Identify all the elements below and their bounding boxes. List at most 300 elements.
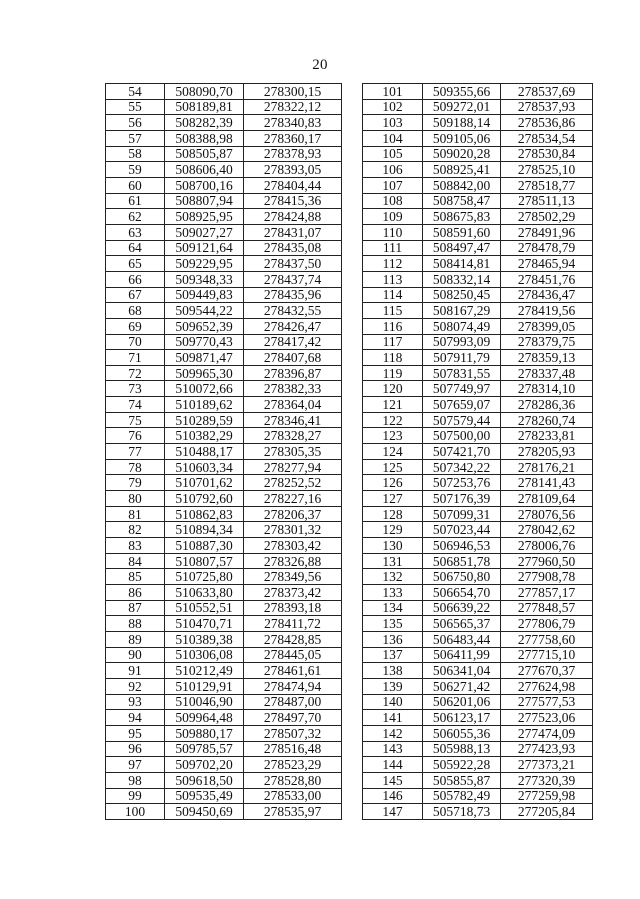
point-number-cell: 108 [363, 193, 423, 209]
table-row [106, 663, 342, 679]
y-coordinate-cell: 278417,42 [244, 334, 342, 350]
point-number-cell: 57 [106, 130, 165, 146]
x-coordinate-cell: 506851,78 [423, 553, 501, 569]
table-row [106, 569, 342, 585]
point-number-cell: 81 [106, 506, 165, 522]
page-number: 20 [312, 57, 328, 73]
point-number-cell: 71 [106, 350, 165, 366]
x-coordinate-cell: 506639,22 [423, 600, 501, 616]
point-number-cell: 136 [363, 631, 423, 647]
y-coordinate-cell: 278393,05 [244, 162, 342, 178]
point-number-cell: 87 [106, 600, 165, 616]
y-coordinate-cell: 278301,32 [244, 522, 342, 538]
y-coordinate-cell: 278042,62 [501, 522, 593, 538]
point-number-cell: 115 [363, 303, 423, 319]
x-coordinate-cell: 509027,27 [165, 224, 244, 240]
y-coordinate-cell: 278516,48 [244, 741, 342, 757]
point-number-cell: 77 [106, 444, 165, 460]
y-coordinate-cell: 278360,17 [244, 130, 342, 146]
x-coordinate-cell: 507176,39 [423, 491, 501, 507]
x-coordinate-cell: 508842,00 [423, 177, 501, 193]
coordinates-table-right [362, 83, 593, 820]
point-number-cell: 131 [363, 553, 423, 569]
point-number-cell: 137 [363, 647, 423, 663]
table-row [363, 428, 593, 444]
point-number-cell: 141 [363, 710, 423, 726]
y-coordinate-cell: 278322,12 [244, 99, 342, 115]
point-number-cell: 111 [363, 240, 423, 256]
table-row [106, 177, 342, 193]
x-coordinate-cell: 506565,37 [423, 616, 501, 632]
x-coordinate-cell: 508332,14 [423, 271, 501, 287]
x-coordinate-cell: 509105,06 [423, 130, 501, 146]
point-number-cell: 68 [106, 303, 165, 319]
table-row [363, 647, 593, 663]
x-coordinate-cell: 510887,30 [165, 538, 244, 554]
y-coordinate-cell: 278537,93 [501, 99, 593, 115]
y-coordinate-cell: 278314,10 [501, 381, 593, 397]
point-number-cell: 129 [363, 522, 423, 538]
point-number-cell: 89 [106, 631, 165, 647]
y-coordinate-cell: 278436,47 [501, 287, 593, 303]
x-coordinate-cell: 508758,47 [423, 193, 501, 209]
point-number-cell: 116 [363, 318, 423, 334]
y-coordinate-cell: 278497,70 [244, 710, 342, 726]
point-number-cell: 118 [363, 350, 423, 366]
x-coordinate-cell: 509964,48 [165, 710, 244, 726]
y-coordinate-cell: 278435,96 [244, 287, 342, 303]
point-number-cell: 74 [106, 397, 165, 413]
y-coordinate-cell: 277320,39 [501, 772, 593, 788]
y-coordinate-cell: 278528,80 [244, 772, 342, 788]
y-coordinate-cell: 278435,08 [244, 240, 342, 256]
point-number-cell: 145 [363, 772, 423, 788]
y-coordinate-cell: 278205,93 [501, 444, 593, 460]
x-coordinate-cell: 510894,34 [165, 522, 244, 538]
table-row [363, 600, 593, 616]
y-coordinate-cell: 277715,10 [501, 647, 593, 663]
point-number-cell: 147 [363, 804, 423, 820]
x-coordinate-cell: 508591,60 [423, 224, 501, 240]
point-number-cell: 110 [363, 224, 423, 240]
y-coordinate-cell: 278227,16 [244, 491, 342, 507]
x-coordinate-cell: 508189,81 [165, 99, 244, 115]
point-number-cell: 126 [363, 475, 423, 491]
x-coordinate-cell: 506411,99 [423, 647, 501, 663]
table-row [363, 287, 593, 303]
y-coordinate-cell: 278176,21 [501, 459, 593, 475]
point-number-cell: 70 [106, 334, 165, 350]
y-coordinate-cell: 278328,27 [244, 428, 342, 444]
table-row [363, 99, 593, 115]
y-coordinate-cell: 278424,88 [244, 209, 342, 225]
point-number-cell: 96 [106, 741, 165, 757]
y-coordinate-cell: 278349,56 [244, 569, 342, 585]
x-coordinate-cell: 509188,14 [423, 115, 501, 131]
table-row [106, 585, 342, 601]
x-coordinate-cell: 508807,94 [165, 193, 244, 209]
point-number-cell: 104 [363, 130, 423, 146]
x-coordinate-cell: 506123,17 [423, 710, 501, 726]
x-coordinate-cell: 509229,95 [165, 256, 244, 272]
table-row [106, 162, 342, 178]
table-row [106, 600, 342, 616]
table-row [106, 725, 342, 741]
x-coordinate-cell: 510552,51 [165, 600, 244, 616]
x-coordinate-cell: 510792,60 [165, 491, 244, 507]
point-number-cell: 90 [106, 647, 165, 663]
table-row [363, 240, 593, 256]
table-row [106, 444, 342, 460]
table-row [106, 365, 342, 381]
y-coordinate-cell: 277908,78 [501, 569, 593, 585]
table-row [363, 130, 593, 146]
table-row [363, 444, 593, 460]
x-coordinate-cell: 506654,70 [423, 585, 501, 601]
x-coordinate-cell: 508167,29 [423, 303, 501, 319]
y-coordinate-cell: 278536,86 [501, 115, 593, 131]
table-row [363, 177, 593, 193]
y-coordinate-cell: 278286,36 [501, 397, 593, 413]
point-number-cell: 106 [363, 162, 423, 178]
point-number-cell: 135 [363, 616, 423, 632]
y-coordinate-cell: 278396,87 [244, 365, 342, 381]
x-coordinate-cell: 510382,29 [165, 428, 244, 444]
table-row [363, 491, 593, 507]
x-coordinate-cell: 508505,87 [165, 146, 244, 162]
x-coordinate-cell: 510289,59 [165, 412, 244, 428]
x-coordinate-cell: 510189,62 [165, 397, 244, 413]
table-row [106, 757, 342, 773]
point-number-cell: 146 [363, 788, 423, 804]
table-row [106, 115, 342, 131]
y-coordinate-cell: 278537,69 [501, 84, 593, 100]
y-coordinate-cell: 278393,18 [244, 600, 342, 616]
y-coordinate-cell: 278076,56 [501, 506, 593, 522]
y-coordinate-cell: 278364,04 [244, 397, 342, 413]
table-row [363, 741, 593, 757]
x-coordinate-cell: 510488,17 [165, 444, 244, 460]
point-number-cell: 97 [106, 757, 165, 773]
y-coordinate-cell: 278407,68 [244, 350, 342, 366]
y-coordinate-cell: 277758,60 [501, 631, 593, 647]
point-number-cell: 58 [106, 146, 165, 162]
point-number-cell: 78 [106, 459, 165, 475]
x-coordinate-cell: 509880,17 [165, 725, 244, 741]
x-coordinate-cell: 510862,83 [165, 506, 244, 522]
x-coordinate-cell: 508388,98 [165, 130, 244, 146]
y-coordinate-cell: 278340,83 [244, 115, 342, 131]
table-row [363, 694, 593, 710]
point-number-cell: 54 [106, 84, 165, 100]
point-number-cell: 127 [363, 491, 423, 507]
y-coordinate-cell: 278346,41 [244, 412, 342, 428]
table-row [106, 209, 342, 225]
y-coordinate-cell: 278303,42 [244, 538, 342, 554]
table-row [106, 240, 342, 256]
point-number-cell: 121 [363, 397, 423, 413]
table-row [363, 303, 593, 319]
table-row [106, 397, 342, 413]
point-number-cell: 66 [106, 271, 165, 287]
x-coordinate-cell: 510306,08 [165, 647, 244, 663]
table-row [106, 381, 342, 397]
table-row [106, 788, 342, 804]
x-coordinate-cell: 508700,16 [165, 177, 244, 193]
table-row [106, 522, 342, 538]
point-number-cell: 73 [106, 381, 165, 397]
table-row [106, 678, 342, 694]
x-coordinate-cell: 506341,04 [423, 663, 501, 679]
point-number-cell: 69 [106, 318, 165, 334]
x-coordinate-cell: 510470,71 [165, 616, 244, 632]
y-coordinate-cell: 278507,32 [244, 725, 342, 741]
point-number-cell: 94 [106, 710, 165, 726]
point-number-cell: 75 [106, 412, 165, 428]
table-row [106, 303, 342, 319]
y-coordinate-cell: 278502,29 [501, 209, 593, 225]
point-number-cell: 88 [106, 616, 165, 632]
x-coordinate-cell: 509871,47 [165, 350, 244, 366]
y-coordinate-cell: 278411,72 [244, 616, 342, 632]
point-number-cell: 100 [106, 804, 165, 820]
point-number-cell: 64 [106, 240, 165, 256]
x-coordinate-cell: 506201,06 [423, 694, 501, 710]
point-number-cell: 117 [363, 334, 423, 350]
point-number-cell: 99 [106, 788, 165, 804]
table-row [106, 475, 342, 491]
point-number-cell: 128 [363, 506, 423, 522]
y-coordinate-cell: 278006,76 [501, 538, 593, 554]
x-coordinate-cell: 510725,80 [165, 569, 244, 585]
point-number-cell: 122 [363, 412, 423, 428]
point-number-cell: 61 [106, 193, 165, 209]
x-coordinate-cell: 506750,80 [423, 569, 501, 585]
y-coordinate-cell: 278474,94 [244, 678, 342, 694]
x-coordinate-cell: 508282,39 [165, 115, 244, 131]
point-number-cell: 143 [363, 741, 423, 757]
x-coordinate-cell: 510807,57 [165, 553, 244, 569]
y-coordinate-cell: 278534,54 [501, 130, 593, 146]
table-row [363, 538, 593, 554]
x-coordinate-cell: 509450,69 [165, 804, 244, 820]
x-coordinate-cell: 507253,76 [423, 475, 501, 491]
point-number-cell: 133 [363, 585, 423, 601]
y-coordinate-cell: 277373,21 [501, 757, 593, 773]
table-row [363, 506, 593, 522]
table-row [106, 224, 342, 240]
point-number-cell: 72 [106, 365, 165, 381]
point-number-cell: 67 [106, 287, 165, 303]
point-number-cell: 134 [363, 600, 423, 616]
point-number-cell: 98 [106, 772, 165, 788]
x-coordinate-cell: 508606,40 [165, 162, 244, 178]
table-row [106, 287, 342, 303]
table-row [363, 772, 593, 788]
y-coordinate-cell: 278445,05 [244, 647, 342, 663]
x-coordinate-cell: 507342,22 [423, 459, 501, 475]
table-row [106, 772, 342, 788]
y-coordinate-cell: 277857,17 [501, 585, 593, 601]
x-coordinate-cell: 510633,80 [165, 585, 244, 601]
y-coordinate-cell: 278437,74 [244, 271, 342, 287]
x-coordinate-cell: 509020,28 [423, 146, 501, 162]
y-coordinate-cell: 278523,29 [244, 757, 342, 773]
table-row [106, 804, 342, 820]
table-row [106, 491, 342, 507]
x-coordinate-cell: 509535,49 [165, 788, 244, 804]
point-number-cell: 59 [106, 162, 165, 178]
table-row [106, 538, 342, 554]
table-row [106, 710, 342, 726]
table-row [363, 146, 593, 162]
table-row [106, 130, 342, 146]
y-coordinate-cell: 278404,44 [244, 177, 342, 193]
point-number-cell: 113 [363, 271, 423, 287]
table-row [363, 631, 593, 647]
point-number-cell: 101 [363, 84, 423, 100]
table-row [106, 193, 342, 209]
point-number-cell: 80 [106, 491, 165, 507]
y-coordinate-cell: 278491,96 [501, 224, 593, 240]
point-number-cell: 105 [363, 146, 423, 162]
y-coordinate-cell: 278252,52 [244, 475, 342, 491]
y-coordinate-cell: 278487,00 [244, 694, 342, 710]
y-coordinate-cell: 278379,75 [501, 334, 593, 350]
x-coordinate-cell: 509272,01 [423, 99, 501, 115]
x-coordinate-cell: 505855,87 [423, 772, 501, 788]
point-number-cell: 55 [106, 99, 165, 115]
point-number-cell: 62 [106, 209, 165, 225]
table-row [363, 459, 593, 475]
x-coordinate-cell: 510072,66 [165, 381, 244, 397]
table-row [363, 553, 593, 569]
x-coordinate-cell: 505922,28 [423, 757, 501, 773]
y-coordinate-cell: 278399,05 [501, 318, 593, 334]
y-coordinate-cell: 277474,09 [501, 725, 593, 741]
y-coordinate-cell: 278437,50 [244, 256, 342, 272]
x-coordinate-cell: 507500,00 [423, 428, 501, 444]
y-coordinate-cell: 277848,57 [501, 600, 593, 616]
y-coordinate-cell: 277624,98 [501, 678, 593, 694]
table-row [363, 397, 593, 413]
point-number-cell: 60 [106, 177, 165, 193]
table-row [363, 522, 593, 538]
point-number-cell: 103 [363, 115, 423, 131]
point-number-cell: 138 [363, 663, 423, 679]
x-coordinate-cell: 509618,50 [165, 772, 244, 788]
point-number-cell: 84 [106, 553, 165, 569]
x-coordinate-cell: 507993,09 [423, 334, 501, 350]
table-row [363, 334, 593, 350]
y-coordinate-cell: 278382,33 [244, 381, 342, 397]
x-coordinate-cell: 505718,73 [423, 804, 501, 820]
y-coordinate-cell: 278451,76 [501, 271, 593, 287]
point-number-cell: 83 [106, 538, 165, 554]
point-number-cell: 82 [106, 522, 165, 538]
table-row [363, 616, 593, 632]
point-number-cell: 63 [106, 224, 165, 240]
point-number-cell: 119 [363, 365, 423, 381]
y-coordinate-cell: 278359,13 [501, 350, 593, 366]
y-coordinate-cell: 278373,42 [244, 585, 342, 601]
table-row [363, 318, 593, 334]
x-coordinate-cell: 506483,44 [423, 631, 501, 647]
point-number-cell: 56 [106, 115, 165, 131]
table-row [363, 271, 593, 287]
y-coordinate-cell: 278428,85 [244, 631, 342, 647]
x-coordinate-cell: 507023,44 [423, 522, 501, 538]
x-coordinate-cell: 509785,57 [165, 741, 244, 757]
point-number-cell: 132 [363, 569, 423, 585]
x-coordinate-cell: 507749,97 [423, 381, 501, 397]
table-row [106, 350, 342, 366]
x-coordinate-cell: 508925,95 [165, 209, 244, 225]
y-coordinate-cell: 278461,61 [244, 663, 342, 679]
x-coordinate-cell: 508074,49 [423, 318, 501, 334]
y-coordinate-cell: 277523,06 [501, 710, 593, 726]
y-coordinate-cell: 278378,93 [244, 146, 342, 162]
table-row [363, 209, 593, 225]
point-number-cell: 91 [106, 663, 165, 679]
x-coordinate-cell: 506055,36 [423, 725, 501, 741]
y-coordinate-cell: 278109,64 [501, 491, 593, 507]
table-row [106, 553, 342, 569]
point-number-cell: 79 [106, 475, 165, 491]
y-coordinate-cell: 278233,81 [501, 428, 593, 444]
table-row [106, 99, 342, 115]
point-number-cell: 142 [363, 725, 423, 741]
point-number-cell: 92 [106, 678, 165, 694]
x-coordinate-cell: 509544,22 [165, 303, 244, 319]
y-coordinate-cell: 278431,07 [244, 224, 342, 240]
y-coordinate-cell: 278478,79 [501, 240, 593, 256]
point-number-cell: 112 [363, 256, 423, 272]
table-row [363, 475, 593, 491]
x-coordinate-cell: 509355,66 [423, 84, 501, 100]
y-coordinate-cell: 277423,93 [501, 741, 593, 757]
table-row [106, 146, 342, 162]
x-coordinate-cell: 507911,79 [423, 350, 501, 366]
table-row [363, 350, 593, 366]
table-row [106, 412, 342, 428]
table-row [363, 585, 593, 601]
table-row [363, 725, 593, 741]
table-row [363, 256, 593, 272]
point-number-cell: 139 [363, 678, 423, 694]
table-row [106, 694, 342, 710]
y-coordinate-cell: 278141,43 [501, 475, 593, 491]
x-coordinate-cell: 506271,42 [423, 678, 501, 694]
x-coordinate-cell: 507659,07 [423, 397, 501, 413]
y-coordinate-cell: 277960,50 [501, 553, 593, 569]
table-row [363, 412, 593, 428]
y-coordinate-cell: 277670,37 [501, 663, 593, 679]
x-coordinate-cell: 509702,20 [165, 757, 244, 773]
table-row [363, 193, 593, 209]
y-coordinate-cell: 278415,36 [244, 193, 342, 209]
x-coordinate-cell: 507831,55 [423, 365, 501, 381]
y-coordinate-cell: 278337,48 [501, 365, 593, 381]
point-number-cell: 95 [106, 725, 165, 741]
point-number-cell: 144 [363, 757, 423, 773]
x-coordinate-cell: 510212,49 [165, 663, 244, 679]
table-row [363, 162, 593, 178]
point-number-cell: 140 [363, 694, 423, 710]
table-row [106, 616, 342, 632]
x-coordinate-cell: 507421,70 [423, 444, 501, 460]
x-coordinate-cell: 505782,49 [423, 788, 501, 804]
